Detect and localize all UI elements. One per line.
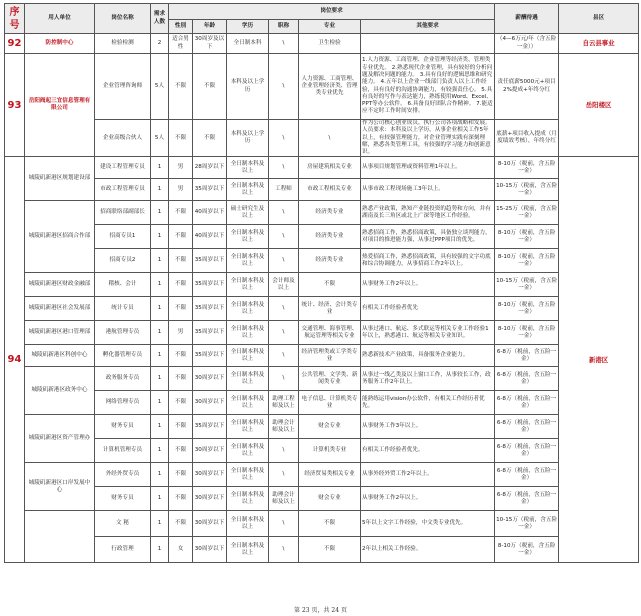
recruitment-sheet <box>4 3 638 563</box>
other-req-cell: 有相关工作经验者优先。 <box>361 439 495 463</box>
post-cell: 政务服务专员 <box>95 367 151 391</box>
salary-cell: 责任底薪5000元+项目2%提成+年终分红 <box>495 54 559 120</box>
title-cell: 会计师及以上 <box>269 273 299 297</box>
district-cell: 新港区 <box>559 157 639 563</box>
age-cell: 30周岁以下 <box>193 487 227 511</box>
salary-cell: 8-10万（税前，含五险一金） <box>495 537 559 563</box>
gender-cell: 不限 <box>169 439 193 463</box>
age-cell: 35周岁以下 <box>193 321 227 345</box>
age-cell: 28周岁以下 <box>193 157 227 179</box>
age-cell: 35周岁以下 <box>193 273 227 297</box>
education-cell: 全日制本科 <box>227 34 269 54</box>
salary-cell: 8-10万（税前，含五险一金） <box>495 249 559 273</box>
table-row <box>5 225 639 249</box>
education-cell: 全日制本科及以上 <box>227 487 269 511</box>
education-cell: 全日制本科及以上 <box>227 225 269 249</box>
major-cell: 经济管理类或工学类专业 <box>299 345 361 367</box>
table-row <box>5 391 639 415</box>
other-req-cell: 从事过一线乙类及以上窗口工作，从事较长工作，政务服务工作2年以上。 <box>361 367 495 391</box>
count-cell: 1 <box>151 415 169 439</box>
seq-number: 94 <box>5 157 25 563</box>
seq-number: 93 <box>5 54 25 157</box>
major-cell: 不限 <box>299 511 361 537</box>
header-requirements: 岗位要求 <box>169 4 495 20</box>
title-cell: \ <box>269 201 299 225</box>
salary-cell: 10-15万（税前，含五险一金） <box>495 511 559 537</box>
salary-cell: 8-10万（税前，含五险一金） <box>495 297 559 321</box>
employer-cell: 城陵矶新港区资产管理办 <box>25 415 95 463</box>
employer-cell: 城陵矶新港区规划建设部 <box>25 157 95 201</box>
education-cell: 本科及以上学历 <box>227 54 269 120</box>
salary-cell: 6-8万（税前，含五险一金） <box>495 391 559 415</box>
other-req-cell: 熟悉新技术产业政策，具备服务企业能力。 <box>361 345 495 367</box>
education-cell: 全日制本科及以上 <box>227 249 269 273</box>
other-req-cell: 热爱招商工作，熟悉招商政策，具有较强的文字功底和综合协调能力，从事招商工作2年以上。 <box>361 249 495 273</box>
employer-cell: 城陵矶新港区口岸发展中心 <box>25 463 95 511</box>
count-cell: 5人 <box>151 54 169 120</box>
salary-cell: 10-15万（税前，含五险一金） <box>495 273 559 297</box>
major-cell: 经济类专业 <box>299 225 361 249</box>
title-cell: \ <box>269 249 299 273</box>
post-cell: 行政管理 <box>95 537 151 563</box>
title-cell: \ <box>269 120 299 157</box>
other-req-cell: 从事市政工程现场施工3年以上。 <box>361 179 495 201</box>
header-education: 学历 <box>227 20 269 34</box>
table-row <box>5 179 639 201</box>
post-cell: 孵化器管理专员 <box>95 345 151 367</box>
gender-cell: 不限 <box>169 391 193 415</box>
header-gender: 性别 <box>169 20 193 34</box>
other-req-cell: 2年以上相关工作经验。 <box>361 537 495 563</box>
table-row <box>5 54 639 120</box>
age-cell: 35周岁以下 <box>193 415 227 439</box>
gender-cell: 不限 <box>169 463 193 487</box>
count-cell: 5人 <box>151 120 169 157</box>
count-cell: 1 <box>151 511 169 537</box>
major-cell: 人力资源、工商管理、企业管理经济类、管理类专业优先 <box>299 54 361 120</box>
employer-cell: 城陵矶新港区政务中心 <box>25 367 95 415</box>
count-cell: 1 <box>151 321 169 345</box>
salary-cell: 8-10万（税前，含五险一金） <box>495 225 559 249</box>
salary-cell: 6-8万（税前，含五险一金） <box>495 367 559 391</box>
age-cell: 30周岁以下 <box>193 463 227 487</box>
age-cell: 35周岁以下 <box>193 179 227 201</box>
table-row <box>5 321 639 345</box>
header-post: 岗位名称 <box>95 4 151 34</box>
header-unit: 用人单位 <box>25 4 95 34</box>
salary-cell: （4—6万元/年（含五险一金）） <box>495 34 559 54</box>
district-cell: 岳阳楼区 <box>559 54 639 157</box>
table-row <box>5 249 639 273</box>
district-cell: 自云县事业 <box>559 34 639 54</box>
salary-cell: 10-15万（税前，含五险一金） <box>495 179 559 201</box>
other-req-cell: 从事财务工作2年以上。 <box>361 487 495 511</box>
salary-cell: 6-8万（税前，含五险一金） <box>495 415 559 439</box>
education-cell: 全日制本科及以上 <box>227 537 269 563</box>
age-cell: 30周岁及以下 <box>193 34 227 54</box>
gender-cell: 不限 <box>169 345 193 367</box>
employer-cell: 岳阳阀起三宜信息管理有限公司 <box>25 54 95 157</box>
age-cell: 30周岁以下 <box>193 439 227 463</box>
title-cell: 助理会计师及以上 <box>269 415 299 439</box>
table-row <box>5 463 639 487</box>
count-cell: 1 <box>151 273 169 297</box>
other-req-cell <box>361 34 495 54</box>
education-cell: 本科及以上学历 <box>227 120 269 157</box>
post-cell: 企业高级合伙人 <box>95 120 151 157</box>
title-cell: \ <box>269 297 299 321</box>
education-cell: 全日制本科及以上 <box>227 321 269 345</box>
salary-cell: 6-8万（税前，含五险一金） <box>495 439 559 463</box>
title-cell: \ <box>269 157 299 179</box>
major-cell: 卫生检验 <box>299 34 361 54</box>
table-row <box>5 157 639 179</box>
table-row <box>5 34 639 54</box>
education-cell: 全日制本科及以上 <box>227 391 269 415</box>
employer-cell: 城陵矶新港区财政金融部 <box>25 273 95 297</box>
header-district: 县区 <box>559 4 639 34</box>
post-cell: 网络管理专员 <box>95 391 151 415</box>
salary-cell: 8-10万（税前，含五险一金） <box>495 157 559 179</box>
post-cell: 建设工程管理专员 <box>95 157 151 179</box>
count-cell: 2 <box>151 34 169 54</box>
education-cell: 全日制本科及以上 <box>227 297 269 321</box>
major-cell: 经济类专业 <box>299 249 361 273</box>
post-cell: 招商联络部副部长 <box>95 201 151 225</box>
count-cell: 1 <box>151 463 169 487</box>
age-cell: 30周岁以下 <box>193 511 227 537</box>
education-cell: 全日制本科及以上 <box>227 345 269 367</box>
employer-cell: 城陵矶新港区招商合作部 <box>25 201 95 273</box>
title-cell: 助理会计师及以上 <box>269 487 299 511</box>
post-cell: 检验检测 <box>95 34 151 54</box>
title-cell: \ <box>269 225 299 249</box>
page-footer: 第 23 页，共 24 页 <box>294 607 347 614</box>
other-req-cell: 从事项目规划管理或资料管理1年以上。 <box>361 157 495 179</box>
gender-cell: 女 <box>169 537 193 563</box>
gender-cell: 男 <box>169 157 193 179</box>
table-row <box>5 297 639 321</box>
title-cell: \ <box>269 511 299 537</box>
count-cell: 1 <box>151 391 169 415</box>
count-cell: 1 <box>151 249 169 273</box>
employer-cell: 防控制中心 <box>25 34 95 54</box>
education-cell: 硕士研究生及以上 <box>227 201 269 225</box>
major-cell: 经济贸易类相关专业 <box>299 463 361 487</box>
salary-cell: 15-25万（税前，含五险一金） <box>495 201 559 225</box>
post-cell: 市政工程管理专员 <box>95 179 151 201</box>
employer-cell: 城陵矶新港区科创中心 <box>25 345 95 367</box>
gender-cell: 男 <box>169 321 193 345</box>
title-cell: 工程师 <box>269 179 299 201</box>
education-cell: 全日制本科及以上 <box>227 415 269 439</box>
title-cell: \ <box>269 439 299 463</box>
post-cell: 招商专员2 <box>95 249 151 273</box>
major-cell: 不限 <box>299 537 361 563</box>
table-row <box>5 439 639 463</box>
gender-cell: 不限 <box>169 249 193 273</box>
header-salary: 薪酬待遇 <box>495 4 559 34</box>
count-cell: 1 <box>151 367 169 391</box>
gender-cell: 适合男性 <box>169 34 193 54</box>
other-req-cell: 有相关工作经验者优先 <box>361 297 495 321</box>
salary-cell: 6-8万（税前，含五险一金） <box>495 463 559 487</box>
salary-cell: 8-10万（税前，含五险一金） <box>495 321 559 345</box>
salary-cell: 6-8万（税前，含五险一金） <box>495 487 559 511</box>
table-row <box>5 367 639 391</box>
employer-cell: 城陵矶新港区港口管理部 <box>25 321 95 345</box>
education-cell: 全日制本科及以上 <box>227 367 269 391</box>
age-cell: 40周岁以下 <box>193 201 227 225</box>
education-cell: 全日制本科及以上 <box>227 179 269 201</box>
gender-cell: 不限 <box>169 273 193 297</box>
count-cell: 1 <box>151 487 169 511</box>
other-req-cell: 熟悉产业政策，熟知产业链投资的趋势和方向，并有湖南及长三角区或北上广深等地区工作经验。 <box>361 201 495 225</box>
post-cell: 计算机管理专员 <box>95 439 151 463</box>
salary-cell: 6-8万（税前，含五险一金） <box>495 345 559 367</box>
table-row <box>5 120 639 157</box>
post-cell: 统计专员 <box>95 297 151 321</box>
major-cell: 计算机类专业 <box>299 439 361 463</box>
title-cell: \ <box>269 537 299 563</box>
table-row <box>5 537 639 563</box>
header-title: 职称 <box>269 20 299 34</box>
major-cell: 统计、经济、会计类专业 <box>299 297 361 321</box>
count-cell: 1 <box>151 297 169 321</box>
post-cell: 财务专员 <box>95 415 151 439</box>
education-cell: 全日制本科及以上 <box>227 439 269 463</box>
major-cell: 不限 <box>299 273 361 297</box>
gender-cell: 不限 <box>169 297 193 321</box>
count-cell: 1 <box>151 439 169 463</box>
major-cell: 财会专业 <box>299 487 361 511</box>
count-cell: 1 <box>151 537 169 563</box>
employer-cell: 城陵矶新港区社会发展部 <box>25 297 95 321</box>
age-cell: 30周岁以下 <box>193 537 227 563</box>
gender-cell: 不限 <box>169 367 193 391</box>
employer-cell <box>25 511 95 563</box>
title-cell: \ <box>269 463 299 487</box>
header-count: 需求人数 <box>151 4 169 34</box>
major-cell: 市政工程相关专业 <box>299 179 361 201</box>
other-req-cell: 作为公司核心创业成员，执行公司各项战略和发展。人员要求：本科及以上学历，从事企业相关工作5年以上，有较强管理能力，对企业管理实践有深刻理解，熟悉各类管理工具，有较强的学习能力和创新意识。 <box>361 120 495 157</box>
gender-cell: 不限 <box>169 415 193 439</box>
header-major: 专业 <box>299 20 361 34</box>
title-cell: \ <box>269 367 299 391</box>
table-row <box>5 273 639 297</box>
post-cell: 财务专员 <box>95 487 151 511</box>
post-cell: 文 秘 <box>95 511 151 537</box>
title-cell: \ <box>269 34 299 54</box>
title-cell: 助理工程师及以上 <box>269 391 299 415</box>
other-req-cell: 从事财务工作3年以上。 <box>361 415 495 439</box>
count-cell: 1 <box>151 225 169 249</box>
other-req-cell: 从事外经外贸工作2年以上。 <box>361 463 495 487</box>
education-cell: 全日制本科及以上 <box>227 273 269 297</box>
education-cell: 全日制本科及以上 <box>227 463 269 487</box>
table-row <box>5 201 639 225</box>
table-row <box>5 487 639 511</box>
age-cell: 不限 <box>193 120 227 157</box>
education-cell: 全日制本科及以上 <box>227 157 269 179</box>
count-cell: 1 <box>151 345 169 367</box>
other-req-cell: 5年以上文字工作经验，中文类专业优先。 <box>361 511 495 537</box>
count-cell: 1 <box>151 157 169 179</box>
major-cell: 电子信息、计算机类专业 <box>299 391 361 415</box>
age-cell: 35周岁以下 <box>193 249 227 273</box>
gender-cell: 不限 <box>169 120 193 157</box>
table-row <box>5 415 639 439</box>
age-cell: 30周岁以下 <box>193 367 227 391</box>
title-cell: \ <box>269 345 299 367</box>
age-cell: 35周岁以下 <box>193 297 227 321</box>
major-cell: 公共管理、文学类、新闻类专业 <box>299 367 361 391</box>
age-cell: 不限 <box>193 54 227 120</box>
gender-cell: 男 <box>169 179 193 201</box>
major-cell: 交通管理、海事管理、航运管理等相关专业 <box>299 321 361 345</box>
age-cell: 40周岁以下 <box>193 225 227 249</box>
post-cell: 外经外贸专员 <box>95 463 151 487</box>
age-cell: 35周岁以下 <box>193 345 227 367</box>
header-age: 年龄 <box>193 20 227 34</box>
count-cell: 1 <box>151 201 169 225</box>
table-row <box>5 345 639 367</box>
post-cell: 稽核、会计 <box>95 273 151 297</box>
header-other: 其他要求 <box>361 20 495 34</box>
gender-cell: 不限 <box>169 225 193 249</box>
major-cell: 房屋建筑相关专业 <box>299 157 361 179</box>
post-cell: 企业管理咨询师 <box>95 54 151 120</box>
recruitment-table <box>4 3 639 563</box>
gender-cell: 不限 <box>169 511 193 537</box>
gender-cell: 不限 <box>169 54 193 120</box>
education-cell: 全日制本科及以上 <box>227 511 269 537</box>
other-req-cell: 从事财务工作2年以上。 <box>361 273 495 297</box>
post-cell: 港航管理专员 <box>95 321 151 345</box>
major-cell: 财会专业 <box>299 415 361 439</box>
count-cell: 1 <box>151 179 169 201</box>
salary-cell: 底薪+项目收入提成（月度绩效考核），年终分红 <box>495 120 559 157</box>
header-seq: 序号 <box>5 4 25 34</box>
gender-cell: 不限 <box>169 487 193 511</box>
age-cell: 30周岁以下 <box>193 391 227 415</box>
other-req-cell: 从事过港口、航运、多式联运等相关专业工作经验1年以上，熟悉港口、航运等相关专业知识。 <box>361 321 495 345</box>
seq-number: 92 <box>5 34 25 54</box>
other-req-cell: 能熟练运用vision办公软件，有相关工作经历者优先。 <box>361 391 495 415</box>
table-row <box>5 511 639 537</box>
title-cell: \ <box>269 321 299 345</box>
other-req-cell: 熟悉招商工作，熟悉招商政策，具备独立谈判能力，对项目的推进能力强，从事过PPP项目的优先。 <box>361 225 495 249</box>
major-cell: 经济类专业 <box>299 201 361 225</box>
post-cell: 招商专员1 <box>95 225 151 249</box>
title-cell: \ <box>269 54 299 120</box>
gender-cell: 不限 <box>169 201 193 225</box>
major-cell: \ <box>299 120 361 157</box>
other-req-cell: 1.人力资源、工商管理、企业管理等经济类、管理类专业优先。 2.熟悉现代企业管理，具有较好的分析问题及解决问题的能力。 3.具有良好的逻辑思维和研究能力。 4.五年以上企业一线部门负责人以上工作经验，具有良好的沟通协调能力，有较强责任心。 5.具有良好的写作与表达能力，熟练使用Word、Excel、PPT等办公软件。 6.具备良好团队合作精神。 7.能适应不定时工作时间安排。 <box>361 54 495 120</box>
